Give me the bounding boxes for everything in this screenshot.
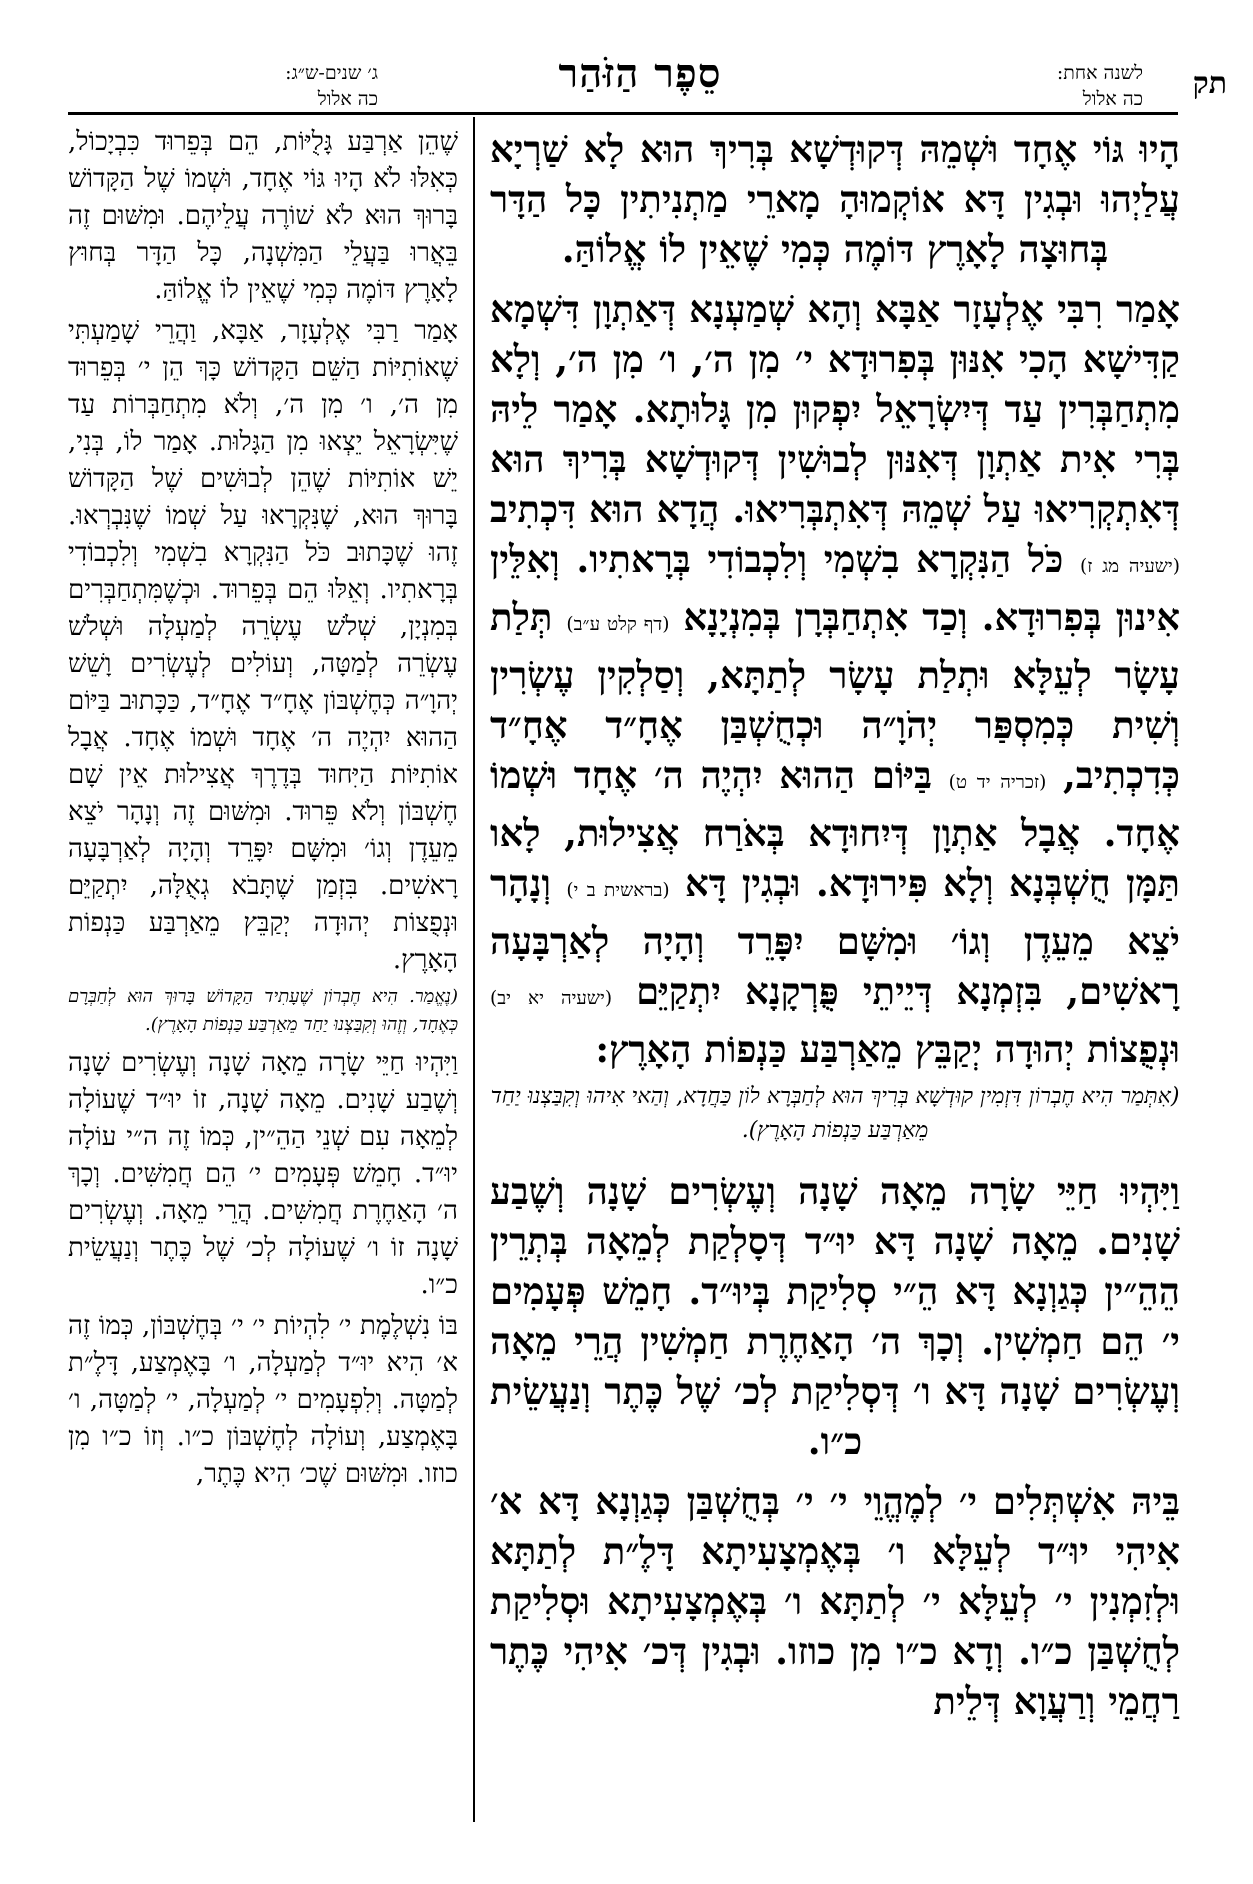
page-header <box>0 0 1253 110</box>
verse-reference: (ישעיה יא יב) <box>490 988 613 1009</box>
main-gloss-note: (אִתְּמַר הִיא חֶבְרוֹן דִּזְמִין קוּדְשָׁא בְּרִיךְ הוּא לְחַבְּרָא לוֹן כַּחֲדָא, וְהַאי אִיהוּ וְקִבַּצְנוּ יַחַד מֵאַרְבַּע כַּנְפוֹת הָאָרֶץ). <box>490 1084 1180 1143</box>
verse-reference: (בראשית ב י) <box>566 880 670 901</box>
folio-reference: (דף קלט ע״ב) <box>566 614 670 635</box>
page-number: תק <box>1192 66 1227 101</box>
main-text-column <box>490 124 1180 1736</box>
translation-paragraph-3: וַיִּהְיוּ חַיֵּי שָׂרָה מֵאָה שָׁנָה וְעֶשְׂרִים שָׁנָה וְשֶׁבַע שָׁנִים. מֵאָה שָׁנָה, זוֹ יוּ״ד שֶׁעוֹלָה לְמֵאָה עִם שְׁנֵי הַהֵ״ין, כְּמוֹ זֶה ה״י עוֹלָה יוּ״ד. חָמֵשׁ פְּעָמִים י׳ הֵם חֲמִשִּׁים. וְכָךְ ה׳ הָאַחֶרֶת חֲמִשִּׁים. הֲרֵי מֵאָה. וְעֶשְׂרִים שָׁנָה זוֹ ו׳ שֶׁעוֹלָה לְכ׳ שֶׁל כֶּתֶר וְנַעֲשֵׂית כ״ו. <box>68 1048 458 1300</box>
verse-reference: (ישעיה מג ז) <box>1080 556 1180 577</box>
header-left-line2: כה אלול <box>317 88 378 110</box>
header-left-line1: ג׳ שנים-ש״ג: <box>285 62 378 84</box>
verse-reference: (זכריה יד ט) <box>948 772 1047 793</box>
header-rule <box>68 112 1178 115</box>
header-right-info <box>1057 60 1143 112</box>
main-text-segment: וּנְפֻצוֹת יְהוּדָה יְקַבֵּץ מֵאַרְבַּע כַּנְפוֹת הָאָרֶץ: <box>595 1027 1180 1071</box>
translation-gloss-note: (נֶאֱמַר. הִיא חֶבְרוֹן שֶׁעָתִיד הַקָּדוֹשׁ בָּרוּךְ הוּא לְחַבְּרָם כְּאֶחָד, וְזֶהוּ וְקִבַּצְנוּ יַחַד מֵאַרְבַּע כַּנְפוֹת הָאָרֶץ). <box>68 986 458 1035</box>
main-paragraph-3: וַיִּהְיוּ חַיֵּי שָׂרָה מֵאָה שָׁנָה וְעֶשְׂרִים שָׁנָה וְשֶׁבַע שָׁנִים. מֵאָה שָׁנָה דָּא יוּ״ד דְּסָלְקַת לְמֵאָה בְּתְרֵין הֵהֵ״ין כְּגַוְנָא דָּא הֵ״י סְלִיקַת בְּיוּ״ד. חָמֵשׁ פְּעָמִים י׳ הֵם חַמְשִׁין. וְכָךְ ה׳ הָאַחֶרֶת חַמְשִׁין הֲרֵי מֵאָה וְעֶשְׂרִים שָׁנָה דָּא ו׳ דְּסְלִיקַת לְכ׳ שֶׁל כֶּתֶר וְנַעֲשֵׂית כ״ו. <box>490 1169 1180 1463</box>
header-right-line2: כה אלול <box>1082 88 1143 110</box>
main-text-segment: אָמַר רִבִּי אֶלְעָזָר אַבָּא וְהָא שְׁמַעְנָא דְּאַתְוָן דִּשְׁמָא קַדִּישָׁא הָכִי אִנּוּן בְּפִרוּדָא י׳ מִן ה׳, ו׳ מִן ה׳, וְלָא מִתְחַבְּרִין עַד דְּיִשְׂרָאֵל יִפְקוּן מִן גָּלוּתָא. אָמַר לֵיהּ בְּרִי אִית אַתְוָן דְּאִנּוּן לְבוּשִׁין דְּקוּדְשָׁא בְּרִיךְ הוּא דְּאִתְקְרִיאוּ עַל שְׁמֵהּ דְּאִתְבְּרִיאוּ. הֲדָא הוּא דִּכְתִיב <box>490 287 1180 531</box>
header-left-info <box>138 60 378 112</box>
column-divider <box>473 117 475 1822</box>
translation-paragraph-1: שֶׁהֵן אַרְבַּע גָּלֻיּוֹת, הֵם בְּפֵרוּד כִּבְיָכוֹל, כְּאִלּוּ לֹא הָיוּ גּוֹי אֶחָד, וּשְׁמוֹ שֶׁל הַקָּדוֹשׁ בָּרוּךְ הוּא לֹא שׁוֹרֶה עֲלֵיהֶם. וּמִשּׁוּם זֶה בֵּאֲרוּ בַּעֲלֵי הַמִּשְׁנָה, כָּל הַדָּר בְּחוּץ לָאָרֶץ דּוֹמֶה כְּמִי שֶׁאֵין לוֹ אֱלוֹהַּ. <box>68 127 458 305</box>
main-text-segment: בַּיּוֹם הַהוּא יִהְיֶה ה׳ אֶחָד וּשְׁמוֹ אֶחָד. אֲבָל אַתְוָן דְּיִחוּדָא בְּאֹרַח אֲצִילוּת, לָאו תַּמָּן חֻשְׁבְּנָא וְלָא פִּירוּדָא. וּבְגִין דָּא <box>490 753 1180 905</box>
header-right-line1: לשנה אחת: <box>1056 62 1143 84</box>
translation-paragraph-4: בּוֹ נִשְׁלֶמֶת י׳ לִהְיוֹת י׳ י׳ בְּחֶשְׁבּוֹן, כְּמוֹ זֶה א׳ הִיא יוּ״ד לְמַעְלָה, ו׳ בָּאֶמְצַע, דָּלֶ״ת לְמַטָּה. וְלִפְעָמִים י׳ לְמַעְלָה, י׳ לְמַטָּה, ו׳ בָּאֶמְצַע, וְעוֹלָה לְחֶשְׁבּוֹן כ״ו. וְזוֹ כ״ו מִן כוזו. וּמִשּׁוּם שֶׁכ׳ הִיא כֶּתֶר, <box>68 1311 458 1489</box>
translation-paragraph-2: אָמַר רַבִּי אֶלְעָזָר, אַבָּא, וַהֲרֵי שָׁמַעְתִּי שֶׁאוֹתִיּוֹת הַשֵּׁם הַקָּדוֹשׁ כָּךְ הֵן י׳ בְּפֵרוּד מִן ה׳, ו׳ מִן ה׳, וְלֹא מִתְחַבְּרוֹת עַד שֶׁיִּשְׂרָאֵל יֵצְאוּ מִן הַגָּלוּת. אָמַר לוֹ, בְּנִי, יֵשׁ אוֹתִיּוֹת שֶׁהֵן לְבוּשִׁים שֶׁל הַקָּדוֹשׁ בָּרוּךְ הוּא, שֶׁנִּקְרָאוּ עַל שְׁמוֹ שֶׁנִּבְרְאוּ. זֶהוּ שֶׁכָּתוּב כֹּל הַנִּקְרָא בִשְׁמִי וְלִכְבוֹדִי בְּרָאתִיו. וְאֵלּוּ הֵם בְּפֵרוּד. וּכְשֶׁמִּתְחַבְּרִים בְּמִנְיָן, שְׁלֹשׁ עֶשְׂרֵה לְמַעְלָה וּשְׁלֹשׁ עֶשְׂרֵה לְמַטָּה, וְעוֹלִים לְעֶשְׂרִים וָשֵׁשׁ יְהוָ״ה כְּחֶשְׁבּוֹן אֶחָ״ד אֶחָ״ד, כַּכָּתוּב בַּיּוֹם הַהוּא יִהְיֶה ה׳ אֶחָד וּשְׁמוֹ אֶחָד. אֲבָל אוֹתִיּוֹת הַיִּחוּד בְּדֶרֶךְ אֲצִילוּת אֵין שָׁם חֶשְׁבּוֹן וְלֹא פֵּרוּד. וּמִשּׁוּם זֶה וְנָהָר יֹצֵא מֵעֵדֶן וְגוֹ׳ וּמִשָּׁם יִפָּרֵד וְהָיָה לְאַרְבָּעָה רָאשִׁים. בִּזְמַן שֶׁתָּבֹא גְאֻלָּה, יִתְקַיֵּם וּנְפֻצוֹת יְהוּדָה יְקַבֵּץ מֵאַרְבַּע כַּנְפוֹת הָאָרֶץ. <box>68 316 458 975</box>
main-text-segment: תְּלַת עָשָׂר לְעֵלָּא וּתְלַת עָשָׂר לְתַתָּא, וְסַלְקִין עֶשְׂרִין וְשִׁית כְּמִסְפַּר יְהֹוָ״ה וּכְחֻשְׁבַּן אֶחָ״ד אֶחָ״ד כְּדִכְתִיב, <box>490 595 1180 797</box>
main-text-segment: כֹּל הַנִּקְרָא בִשְׁמִי וְלִכְבוֹדִי בְּרָאתִיו. וְאִלֵּין אִינוּן בְּפִרוּדָא. וְכַד אִתְחַבְּרָן בְּמִנְיָנָא <box>490 537 1180 639</box>
translation-column <box>68 124 458 1497</box>
main-paragraph-1: הָיוּ גּוֹי אֶחָד וּשְׁמֵהּ דְּקוּדְשָׁא בְּרִיךְ הוּא לָא שַׁרְיָא עֲלַיְהוּ וּבְגִין דָּא אוֹקְמוּהָ מָארֵי מַתְנִיתִין כָּל הַדָּר בְּחוּצָה לָאָרֶץ דּוֹמֶה כְּמִי שֶׁאֵין לוֹ אֱלוֹהַּ. <box>490 127 1180 271</box>
main-text-segment: וְנָהָר יֹצֵא מֵעֵדֶן וְגוֹ׳ וּמִשָּׁם יִפָּרֵד וְהָיָה לְאַרְבָּעָה רָאשִׁים, בִּזְמְנָא דְּיֵיתֵי פֻּרְקָנָא יִתְקַיֵּם <box>490 861 1180 1013</box>
main-paragraph-4: בֵּיהּ אִשְׁתְּלִים י׳ לְמֶהֱוֵי י׳ י׳ בְּחֻשְׁבַּן כְּגַוְנָא דָּא א׳ אִיהִי יוּ״ד לְעֵלָּא ו׳ בְּאֶמְצָעִיתָא דָּלֶ״ת לְתַתָּא וּלְזִמְנִין י׳ לְעֵלָּא י׳ לְתַתָּא ו׳ בְּאֶמְצָעִיתָא וּסְלִיקַת לְחֻשְׁבַּן כ״ו. וְדָא כ״ו מִן כוזו. וּבְגִין דְּכ׳ אִיהִי כֶּתֶר רַחֲמֵי וְרַעֲוָא דְּלֵית <box>490 1479 1180 1723</box>
main-paragraph-2 <box>490 284 1180 1074</box>
book-title: סֵפֶר הַזֹּהַר <box>558 50 722 97</box>
